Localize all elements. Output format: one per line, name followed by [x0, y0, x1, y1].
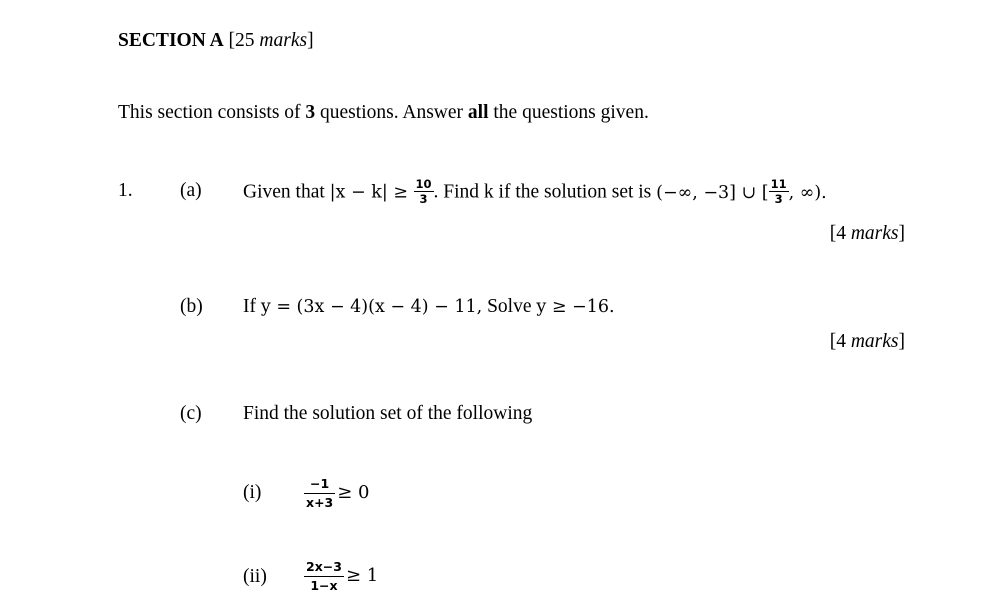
relation-ii: ≥ 1 [345, 565, 379, 586]
fraction-i: $\frac{-1}{x+3}$ [306, 475, 334, 510]
part-b-marks: [4 marks] [829, 331, 905, 352]
part-c-label: (c) [180, 403, 202, 424]
section-title: SECTION A [118, 30, 224, 51]
subpart-i-expression [304, 474, 370, 513]
part-b-text: If y = (3x − 4)(x − 4) − 11, Solve y ≥ −16. [243, 296, 615, 317]
part-a-marks: [4 marks] [829, 223, 905, 244]
subpart-ii-expression [304, 557, 378, 596]
relation-i: ≥ 0 [337, 482, 370, 503]
fraction-ten-thirds: $\frac{10}{3}$ [415, 177, 432, 207]
fraction-ii: $\frac{2x-3}{1-x}$ [306, 558, 342, 593]
part-b-label: (b) [180, 296, 203, 317]
emphasis-all: all [467, 102, 489, 123]
part-a-label: (a) [180, 180, 202, 201]
inequality: y ≥ −16. [536, 297, 615, 317]
section-instructions: This section consists of 3 questions. Answer all the questions given. [118, 102, 649, 123]
part-a-text: Given that |x − k| ≥ $\frac{10}{3}$ . Find k if the solution set is (−∞, −3] ∪ [ $\frac{11}{3}$ , ∞). [243, 177, 827, 207]
part-c-text: Find the solution set of the following [243, 403, 533, 424]
subpart-ii-label: (ii) [243, 566, 267, 587]
question-number: 1. [118, 180, 133, 201]
subpart-i-label: (i) [243, 482, 262, 503]
question-count: 3 [305, 102, 316, 123]
solution-set: (−∞, −3] ∪ [ $\frac{11}{3}$ , ∞). [656, 177, 827, 206]
fraction-eleven-thirds: $\frac{11}{3}$ [770, 177, 787, 206]
section-heading [118, 29, 314, 53]
abs-inequality: |x − k| ≥ [329, 182, 414, 203]
quadratic-expression: y = (3x − 4)(x − 4) − 11, [260, 297, 483, 317]
section-marks: [25 marks] [228, 30, 314, 51]
